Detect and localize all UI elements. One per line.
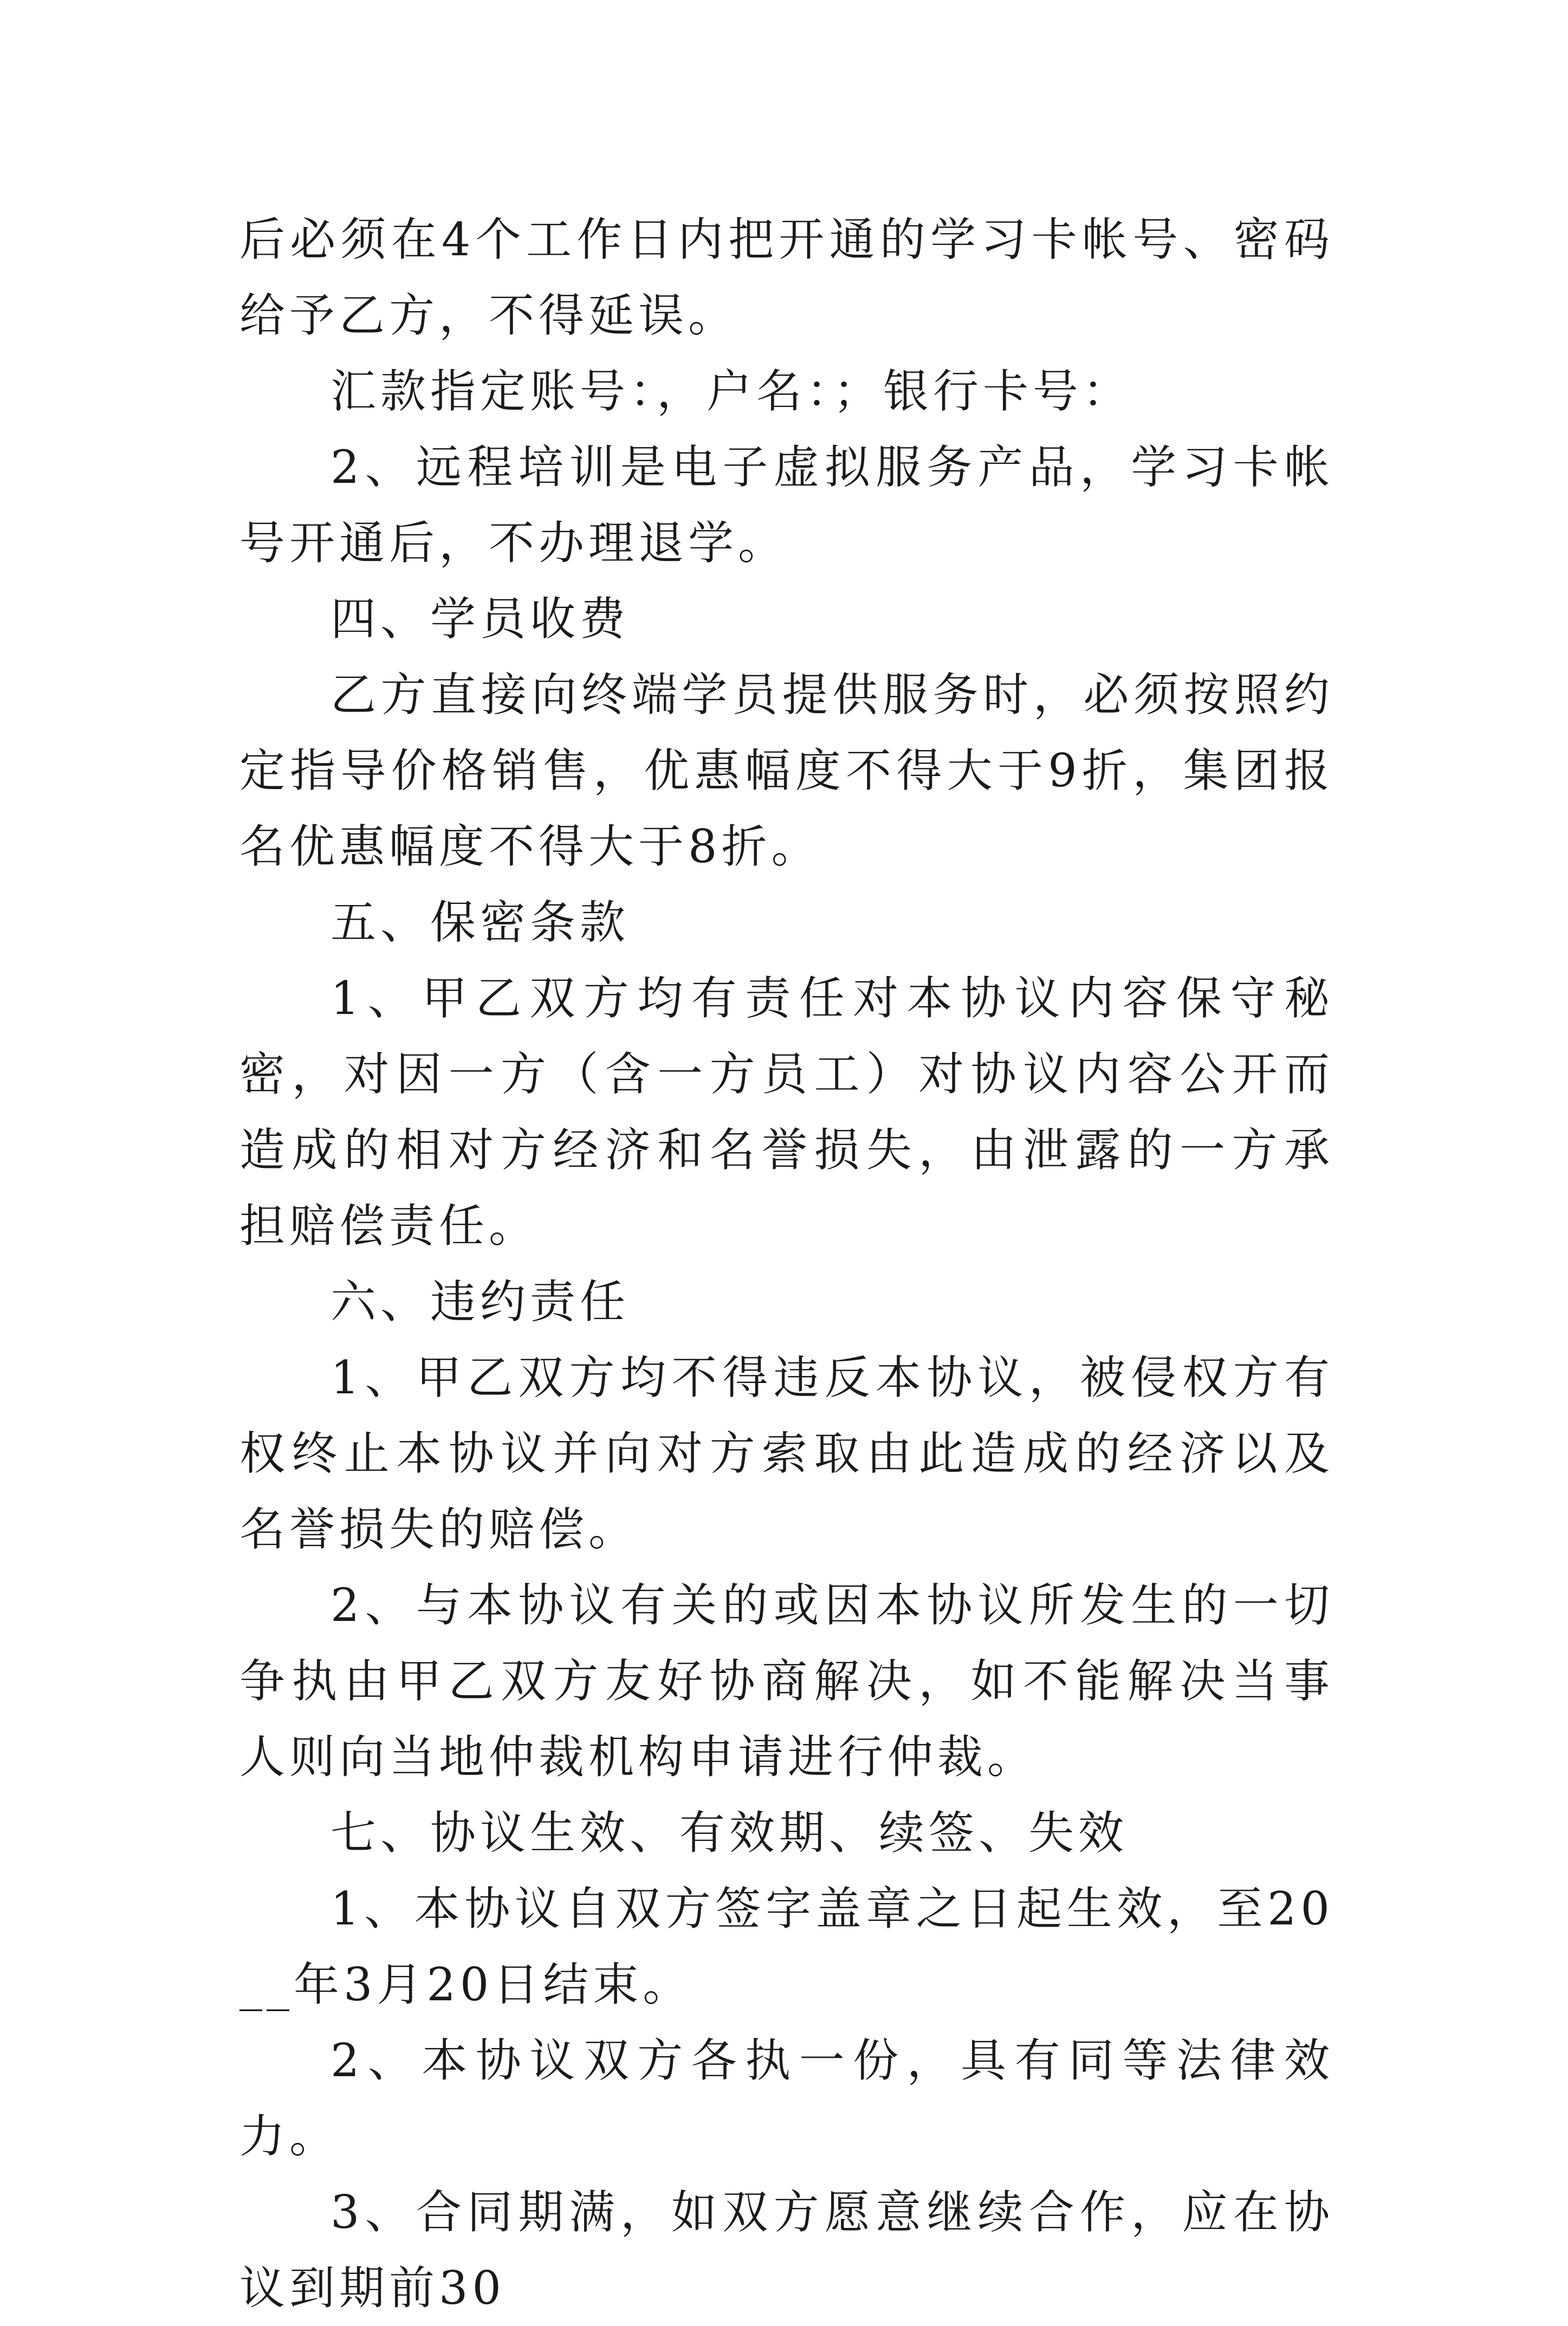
paragraph-pricing: 乙方直接向终端学员提供服务时，必须按照约定指导价格销售，优惠幅度不得大于9折，集团报名优惠幅度不得大于8折。	[239, 668, 1334, 873]
document-body	[239, 202, 1334, 2326]
paragraph-copies: 2、本协议双方各执一份，具有同等法律效力。	[239, 2034, 1334, 2163]
paragraph-remittance-account: 汇款指定账号：，户名：；银行卡号：	[331, 365, 1133, 418]
paragraph-effective-date: 1、本协议自双方签字盖章之日起生效，至20__年3月20日结束。	[239, 1882, 1334, 2011]
section-heading-student-fees: 四、学员收费	[331, 592, 630, 645]
section-heading-effectiveness: 七、协议生效、有效期、续签、失效	[331, 1806, 1129, 1859]
paragraph-confidentiality: 1、甲乙双方均有责任对本协议内容保守秘密，对因一方（含一方员工）对协议内容公开而造成的相对方经济和名誉损失，由泄露的一方承担赔偿责任。	[239, 972, 1334, 1252]
section-heading-confidentiality: 五、保密条款	[331, 896, 630, 949]
paragraph-dispute: 2、与本协议有关的或因本协议所发生的一切争执由甲乙双方友好协商解决，如不能解决当事人则向当地仲裁机构申请进行仲裁。	[239, 1579, 1334, 1784]
paragraph-account-delivery: 后必须在4个工作日内把开通的学习卡帐号、密码给予乙方，不得延误。	[239, 213, 1334, 342]
paragraph-renewal: 3、合同期满，如双方愿意继续合作，应在协议到期前30	[239, 2186, 1334, 2315]
paragraph-breach: 1、甲乙双方均不得违反本协议，被侵权方有权终止本协议并向对方索取由此造成的经济以及名誉损失的赔偿。	[239, 1351, 1334, 1556]
section-heading-liability: 六、违约责任	[331, 1275, 630, 1328]
paragraph-no-refund: 2、远程培训是电子虚拟服务产品，学习卡帐号开通后，不办理退学。	[239, 441, 1334, 570]
